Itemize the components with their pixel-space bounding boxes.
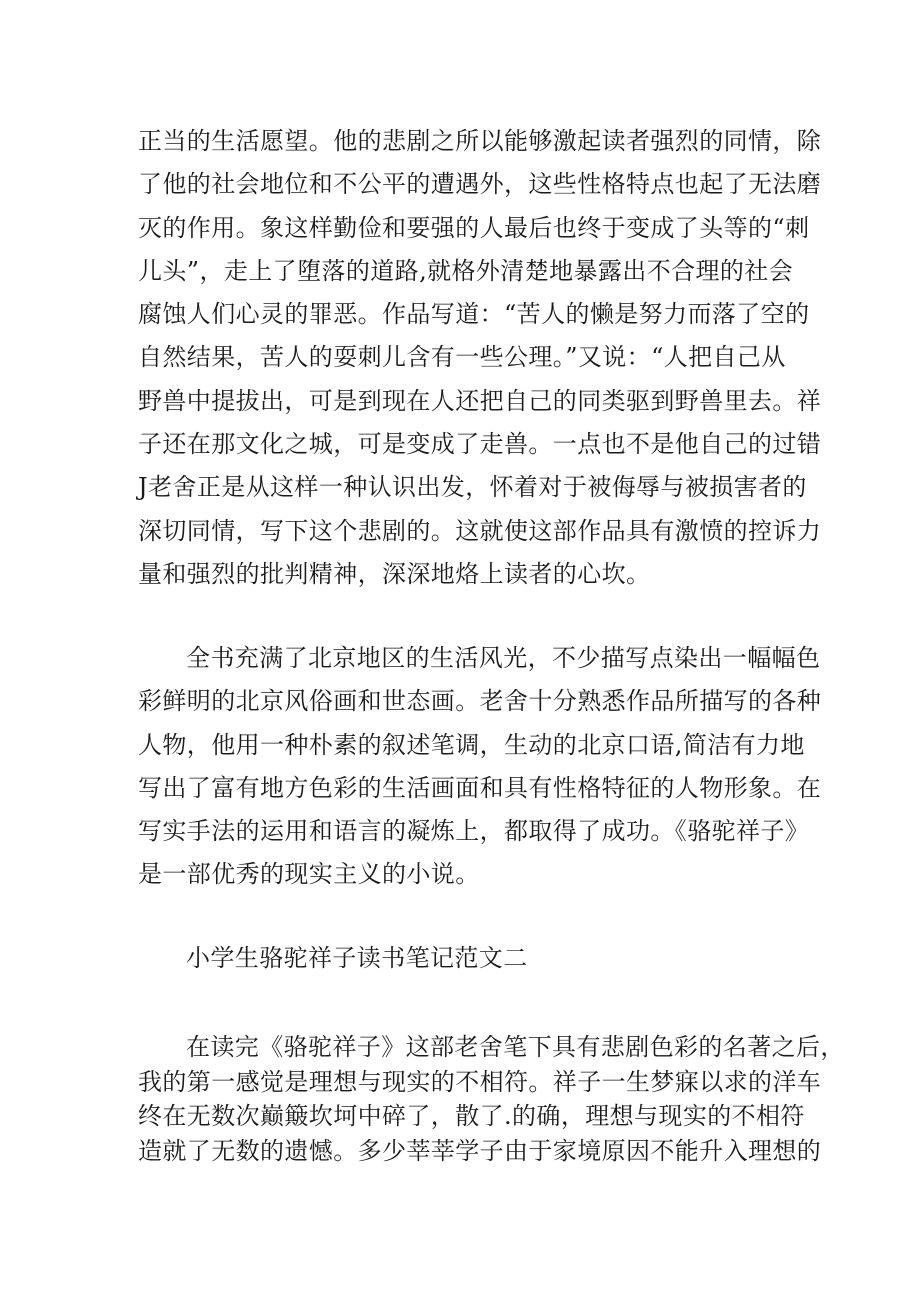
text-line: J老舍正是从这样一种认识出发，怀着对于被侮辱与被损害者的	[138, 473, 807, 502]
text-line: 全书充满了北京地区的生活风光，不少描写点染出一幅幅色	[186, 644, 821, 672]
text-line: 造就了无数的遗憾。多少莘莘学子由于家境原因不能升入理想的	[138, 1136, 822, 1165]
text-line: 终在无数次巅簸坎坷中碎了，散了.的确，理想与现实的不相符	[138, 1102, 805, 1130]
paragraph-1	[138, 120, 822, 596]
text-line: 深切同情，写下这个悲剧的。这就使这部作品具有激愤的控诉力	[138, 516, 822, 545]
text-line: 量和强烈的批判精神，深深地烙上读者的心坎。	[138, 559, 651, 588]
text-line: 自然结果，苦人的耍刺儿含有一些公理。”又说：“人把自己从	[138, 343, 786, 372]
text-line: 在读完《骆驼祥子》这部老舍笔下具有悲剧色彩的名著之后，	[186, 1033, 845, 1061]
text-line: 正当的生活愿望。他的悲剧之所以能够激起读者强烈的同情，除	[138, 127, 822, 155]
text-line: 人物，他用一种朴素的叙述笔调，生动的北京口语,简洁有力地	[138, 730, 805, 759]
section-heading: 小学生骆驼祥子读书笔记范文二	[186, 944, 528, 972]
text-line: 彩鲜明的北京风俗画和世态画。老舍十分熟悉作品所描写的各种	[138, 687, 822, 716]
text-line: 了他的社会地位和不公平的遭遇外，这些性格特点也起了无法磨	[138, 170, 822, 199]
text-line: 写出了富有地方色彩的生活画面和具有性格特征的人物形象。在	[138, 773, 822, 802]
paragraph-2	[138, 637, 822, 897]
text-line: 是一部优秀的现实主义的小说。	[138, 860, 480, 889]
text-line: 儿头”，走上了堕落的道路,就格外清楚地暴露出不合理的社会	[138, 256, 794, 285]
text-line: 子还在那文化之城，可是变成了走兽。一点也不是他自己的过错	[138, 430, 822, 459]
text-line: 我的第一感觉是理想与现实的不相符。祥子一生梦寐以求的洋车	[138, 1067, 822, 1096]
text-line: 灭的作用。象这样勤俭和要强的人最后也终于变成了头等的“刺	[138, 213, 810, 242]
paragraph-3	[138, 1030, 845, 1168]
text-line: 野兽中提拔出，可是到现在人还把自己的同类驱到野兽里去。祥	[138, 386, 822, 415]
text-line: 写实手法的运用和语言的凝炼上，都取得了成功。《骆驼祥子》	[138, 817, 810, 846]
text-line: 腐蚀人们心灵的罪恶。作品写道：“苦人的懒是努力而落了空的	[138, 300, 810, 329]
